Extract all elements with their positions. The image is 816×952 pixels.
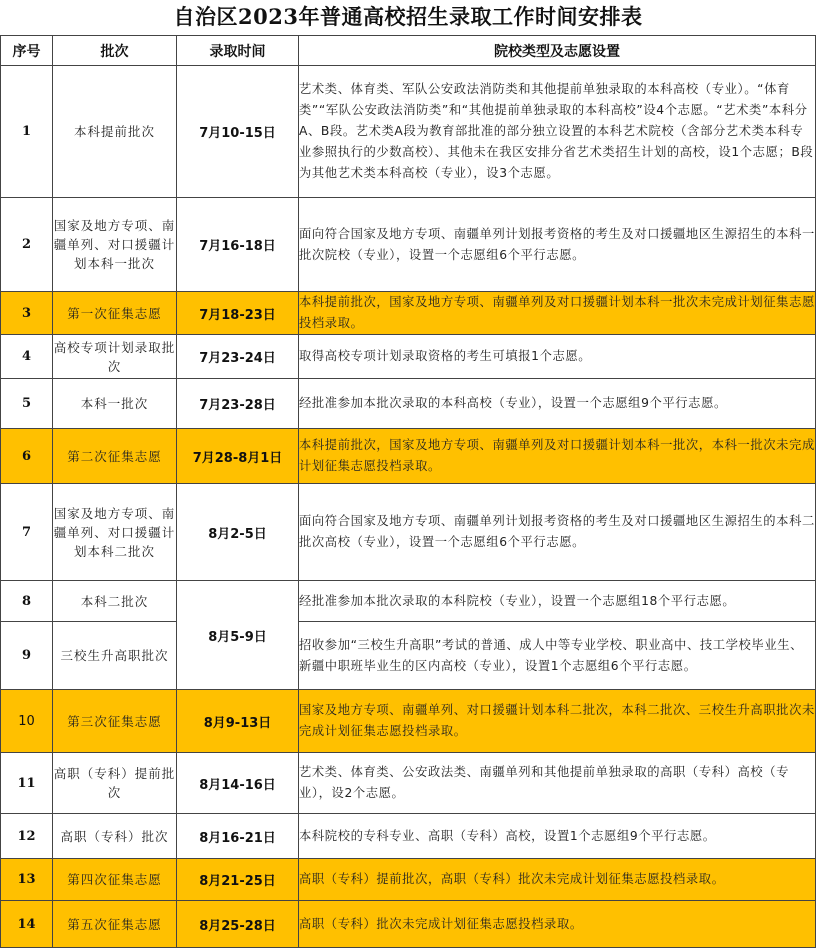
row-batch: 第二次征集志愿 xyxy=(53,429,177,484)
row-batch: 第五次征集志愿 xyxy=(53,901,177,948)
row-seq: 11 xyxy=(1,753,53,814)
row-batch: 第一次征集志愿 xyxy=(53,292,177,335)
row-batch: 高职（专科）批次 xyxy=(53,814,177,859)
table-row-highlighted xyxy=(1,690,816,753)
row-batch: 三校生升高职批次 xyxy=(53,622,177,690)
table-row-highlighted xyxy=(1,292,816,335)
table-row xyxy=(1,379,816,429)
row-desc: 国家及地方专项、南疆单列、对口援疆计划本科二批次，本科二批次、三校生升高职批次未完成计划征集志愿投档录取。 xyxy=(299,690,816,753)
row-desc: 本科提前批次，国家及地方专项、南疆单列及对口援疆计划本科一批次未完成计划征集志愿投档录取。 xyxy=(299,292,816,335)
row-seq: 3 xyxy=(1,292,53,335)
row-seq: 9 xyxy=(1,622,53,690)
row-seq: 10 xyxy=(1,690,53,753)
row-time: 8月16-21日 xyxy=(177,814,299,859)
row-time: 8月21-25日 xyxy=(177,859,299,901)
table-row xyxy=(1,581,816,622)
row-batch: 高校专项计划录取批次 xyxy=(53,335,177,379)
row-desc: 本科院校的专科专业、高职（专科）高校，设置1个志愿组9个平行志愿。 xyxy=(299,814,816,859)
row-seq: 1 xyxy=(1,66,53,198)
row-batch: 国家及地方专项、南疆单列、对口援疆计划本科二批次 xyxy=(53,484,177,581)
row-seq: 5 xyxy=(1,379,53,429)
row-desc: 艺术类、体育类、公安政法类、南疆单列和其他提前单独录取的高职（专科）高校（专业），设2个志愿。 xyxy=(299,753,816,814)
row-time: 7月18-23日 xyxy=(177,292,299,335)
row-desc: 经批准参加本批次录取的本科院校（专业），设置一个志愿组18个平行志愿。 xyxy=(299,581,816,622)
table-row xyxy=(1,753,816,814)
row-seq: 13 xyxy=(1,859,53,901)
row-time: 7月23-28日 xyxy=(177,379,299,429)
row-batch: 本科提前批次 xyxy=(53,66,177,198)
row-batch: 第三次征集志愿 xyxy=(53,690,177,753)
row-batch: 国家及地方专项、南疆单列、对口援疆计划本科一批次 xyxy=(53,198,177,292)
table-row-highlighted xyxy=(1,901,816,948)
table-row xyxy=(1,814,816,859)
row-desc: 高职（专科）提前批次，高职（专科）批次未完成计划征集志愿投档录取。 xyxy=(299,859,816,901)
row-time-merged: 8月5-9日 xyxy=(177,581,299,690)
page-title: 自治区2023年普通高校招生录取工作时间安排表 xyxy=(173,4,643,29)
row-desc: 本科提前批次，国家及地方专项、南疆单列及对口援疆计划本科一批次，本科一批次未完成计划征集志愿投档录取。 xyxy=(299,429,816,484)
table-row xyxy=(1,335,816,379)
table-row-highlighted xyxy=(1,859,816,901)
table-row xyxy=(1,484,816,581)
row-seq: 12 xyxy=(1,814,53,859)
table-row xyxy=(1,66,816,198)
row-desc: 经批准参加本批次录取的本科高校（专业），设置一个志愿组9个平行志愿。 xyxy=(299,379,816,429)
row-time: 7月23-24日 xyxy=(177,335,299,379)
row-seq: 6 xyxy=(1,429,53,484)
row-batch: 本科一批次 xyxy=(53,379,177,429)
row-time: 8月2-5日 xyxy=(177,484,299,581)
row-batch: 本科二批次 xyxy=(53,581,177,622)
row-seq: 7 xyxy=(1,484,53,581)
row-desc: 面向符合国家及地方专项、南疆单列计划报考资格的考生及对口援疆地区生源招生的本科一批次院校（专业），设置一个志愿组6个平行志愿。 xyxy=(299,198,816,292)
row-desc: 取得高校专项计划录取资格的考生可填报1个志愿。 xyxy=(299,335,816,379)
row-desc: 高职（专科）批次未完成计划征集志愿投档录取。 xyxy=(299,901,816,948)
row-time: 8月9-13日 xyxy=(177,690,299,753)
row-time: 7月10-15日 xyxy=(177,66,299,198)
row-desc: 艺术类、体育类、军队公安政法消防类和其他提前单独录取的本科高校（专业）。“体育类”“军队公安政法消防类”和“其他提前单独录取的本科高校”设4个志愿。“艺术类”本科分A、B段。艺术类A段为教育部批准的部分独立设置的本科艺术院校（含部分艺术类本科专业参照执行的少数高校）、其他未在我区安排分省艺术类招生计划的高校，设1个志愿；B段为其他艺术类本科高校（专业），设3个志愿。 xyxy=(299,66,816,198)
row-batch: 第四次征集志愿 xyxy=(53,859,177,901)
header-time: 录取时间 xyxy=(177,36,299,66)
table-row xyxy=(1,622,816,690)
row-desc: 面向符合国家及地方专项、南疆单列计划报考资格的考生及对口援疆地区生源招生的本科二批次高校（专业），设置一个志愿组6个平行志愿。 xyxy=(299,484,816,581)
row-seq: 2 xyxy=(1,198,53,292)
row-seq: 4 xyxy=(1,335,53,379)
row-time: 7月16-18日 xyxy=(177,198,299,292)
row-time: 7月28-8月1日 xyxy=(177,429,299,484)
row-seq: 8 xyxy=(1,581,53,622)
table-row xyxy=(1,198,816,292)
header-desc: 院校类型及志愿设置 xyxy=(299,36,816,66)
schedule-table xyxy=(0,35,816,948)
row-time: 8月14-16日 xyxy=(177,753,299,814)
row-time: 8月25-28日 xyxy=(177,901,299,948)
row-seq: 14 xyxy=(1,901,53,948)
header-batch: 批次 xyxy=(53,36,177,66)
header-seq: 序号 xyxy=(1,36,53,66)
row-batch: 高职（专科）提前批次 xyxy=(53,753,177,814)
table-row-highlighted xyxy=(1,429,816,484)
row-desc: 招收参加“三校生升高职”考试的普通、成人中等专业学校、职业高中、技工学校毕业生、新疆中职班毕业生的区内高校（专业），设置1个志愿组6个平行志愿。 xyxy=(299,622,816,690)
table-header-row xyxy=(1,36,816,66)
